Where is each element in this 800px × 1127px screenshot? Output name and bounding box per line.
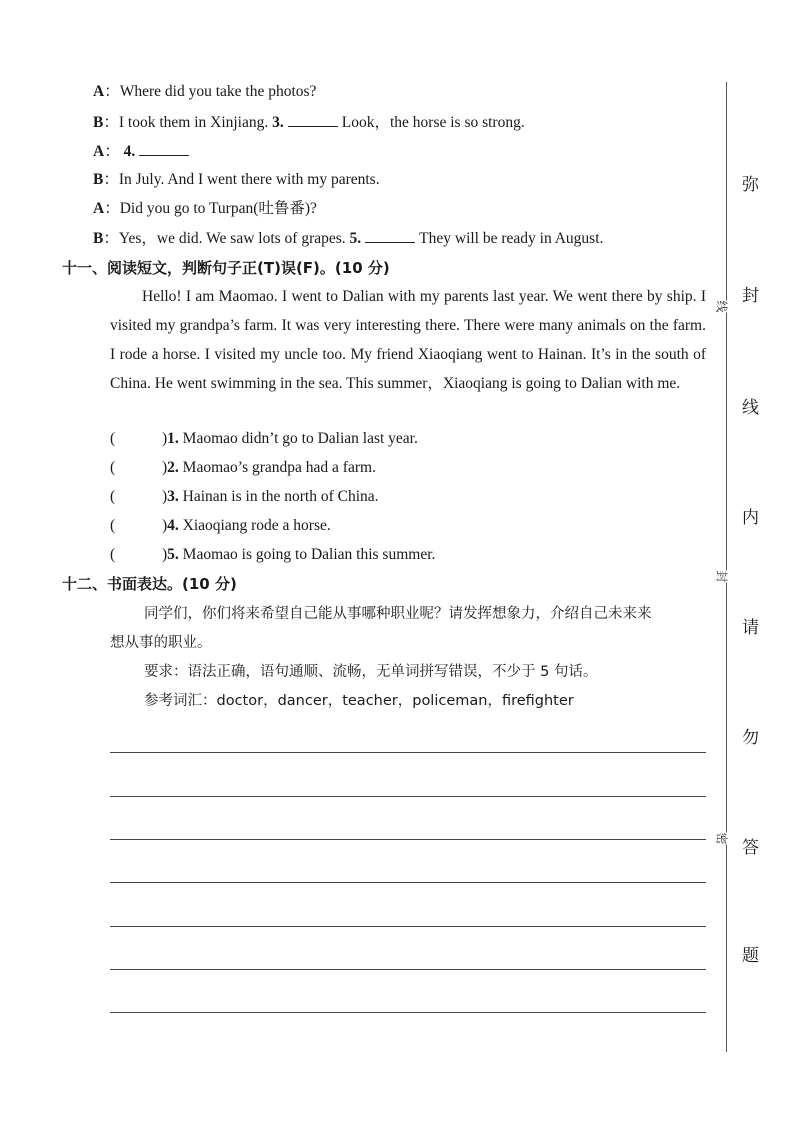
dialogue-text: In July. And I went there with my parents.: [118, 171, 380, 188]
item-text: Maomao is going to Dalian this summer.: [182, 546, 436, 563]
writing-line[interactable]: [110, 839, 706, 840]
answer-paren[interactable]: (: [110, 430, 116, 447]
speaker-label: A: [93, 200, 105, 217]
true-false-item: [110, 429, 418, 449]
answer-blank[interactable]: [139, 141, 189, 156]
dialogue-text: Yes，we did. We saw lots of grapes.: [118, 230, 346, 247]
item-number: 2.: [167, 459, 179, 476]
answer-paren[interactable]: (: [110, 488, 116, 505]
margin-char: 线: [742, 398, 759, 418]
item-text: Xiaoqiang rode a horse.: [182, 517, 331, 534]
true-false-item: [110, 545, 435, 565]
answer-paren[interactable]: (: [110, 546, 116, 563]
dialogue-text: Look，the horse is so strong.: [341, 114, 525, 131]
writing-line[interactable]: [110, 926, 706, 927]
section-12-heading: 十二、书面表达。(10 分): [62, 575, 237, 593]
answer-blank[interactable]: [288, 112, 338, 127]
true-false-item: [110, 458, 376, 478]
seal-cut-mark: 封: [714, 570, 729, 583]
speaker-label: B: [93, 114, 104, 131]
dialogue-line: [93, 199, 317, 219]
writing-prompt-line-2: 想从事的职业。: [110, 635, 212, 651]
item-number: 3.: [167, 488, 179, 505]
answer-paren-close: ): [162, 517, 168, 534]
item-text: Maomao’s grandpa had a farm.: [182, 459, 376, 476]
dialogue-line: [93, 228, 603, 249]
dialogue-text: Did you go to Turpan(吐鲁番)?: [119, 200, 317, 217]
dialogue-line: [93, 170, 380, 190]
item-number: 1.: [167, 430, 179, 447]
writing-line[interactable]: [110, 969, 706, 970]
margin-char: 请: [742, 618, 759, 638]
reference-vocabulary: 参考词汇：doctor，dancer，teacher，policeman，firefighter: [144, 693, 574, 709]
speaker-label: B: [93, 171, 104, 188]
writing-line[interactable]: [110, 752, 706, 753]
item-number: 4.: [167, 517, 179, 534]
blank-number: 5.: [349, 230, 362, 247]
item-text: Hainan is in the north of China.: [182, 488, 379, 505]
seal-cut-mark: 线: [714, 300, 729, 313]
item-number: 5.: [167, 546, 179, 563]
answer-paren-close: ): [162, 546, 168, 563]
item-text: Maomao didn’t go to Dalian last year.: [182, 430, 418, 447]
writing-line[interactable]: [110, 796, 706, 797]
speaker-separator: ：: [104, 200, 120, 217]
answer-paren-close: ): [162, 459, 168, 476]
margin-char: 答: [742, 838, 759, 858]
speaker-label: A: [93, 83, 105, 100]
true-false-item: [110, 487, 379, 507]
speaker-label: A: [93, 143, 105, 160]
writing-prompt-line-1: 同学们，你们将来希望自己能从事哪种职业呢？请发挥想象力，介绍自己未来来: [144, 606, 652, 622]
writing-line[interactable]: [110, 882, 706, 883]
seal-line: [726, 82, 727, 1052]
speaker-separator: ：: [104, 83, 120, 100]
writing-requirement: 要求：语法正确，语句通顺、流畅，无单词拼写错误，不少于 5 句话。: [144, 664, 598, 680]
reading-passage: Hello! I am Maomao. I went to Dalian with my parents last year. We went there by ship. I visited my grandpa’s farm. It was very interesting there. There were many animals on the farm. I rode a horse. I visited my uncle too. My friend Xiaoqiang went to Hainan. It’s in the south of China. He went swimming in the sea. This summer，Xiaoqiang is going to Dalian with me.: [110, 288, 706, 392]
margin-char: 封: [742, 286, 759, 306]
margin-char: 勿: [742, 728, 759, 748]
dialogue-text: I took them in Xinjiang.: [118, 114, 269, 131]
dialogue-line: [93, 112, 525, 133]
speaker-separator: ：: [103, 114, 119, 131]
seal-cut-mark: 密: [714, 832, 729, 845]
margin-char: 题: [742, 946, 759, 966]
margin-char: 弥: [742, 175, 759, 195]
speaker-separator: ：: [103, 230, 119, 247]
true-false-item: [110, 516, 331, 536]
speaker-label: B: [93, 230, 104, 247]
answer-paren-close: ): [162, 488, 168, 505]
writing-line[interactable]: [110, 1012, 706, 1013]
blank-number: 4.: [123, 143, 136, 160]
blank-number: 3.: [272, 114, 284, 131]
answer-paren-close: ): [162, 430, 168, 447]
dialogue-line: [93, 82, 316, 102]
answer-blank[interactable]: [365, 228, 415, 243]
dialogue-line: [93, 141, 193, 162]
section-11-heading: 十一、阅读短文，判断句子正(T)误(F)。(10 分): [62, 259, 390, 277]
dialogue-text: Where did you take the photos?: [119, 83, 317, 100]
speaker-separator: ：: [103, 171, 119, 188]
answer-paren[interactable]: (: [110, 517, 116, 534]
dialogue-text: They will be ready in August.: [419, 230, 604, 247]
speaker-separator: ：: [104, 143, 120, 160]
answer-paren[interactable]: (: [110, 459, 116, 476]
margin-char: 内: [742, 508, 759, 528]
